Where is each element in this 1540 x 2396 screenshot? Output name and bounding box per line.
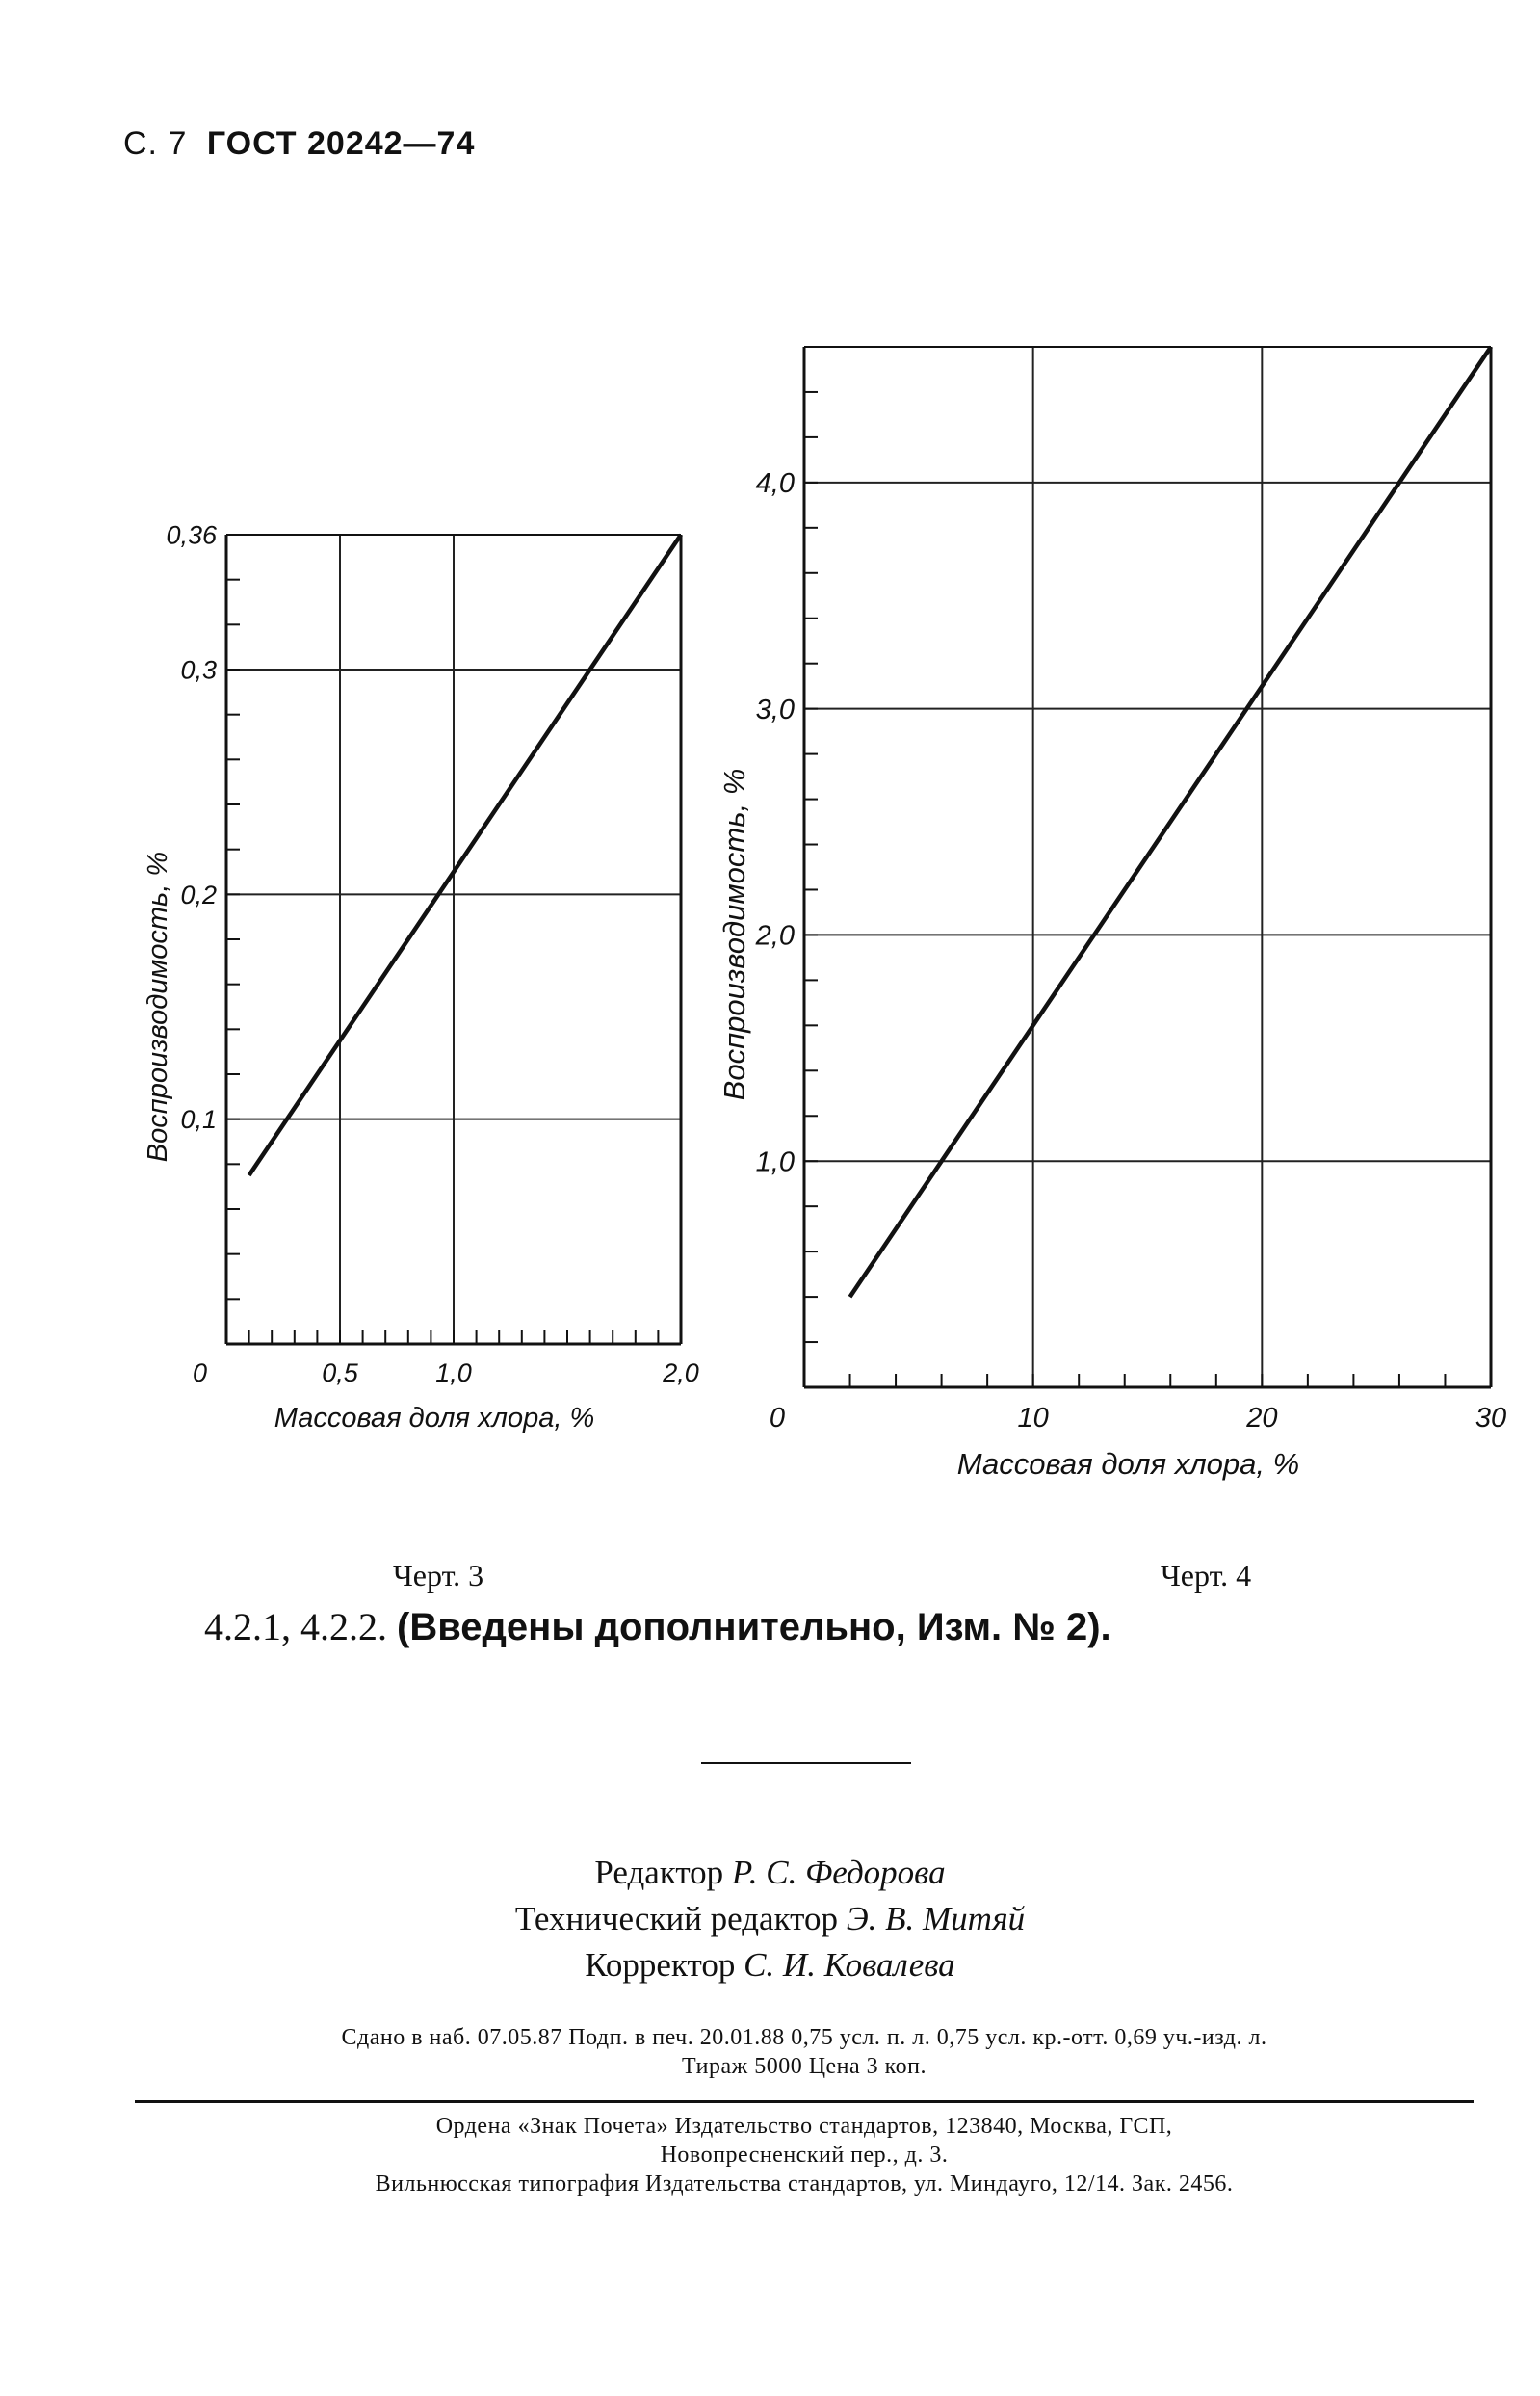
page-header [123, 125, 475, 163]
credit-corrector: Корректор С. И. Ковалева [585, 1946, 955, 1984]
credit-tech-editor: Технический редактор Э. В. Митяй [514, 1900, 1026, 1937]
imprint-line: Тираж 5000 Цена 3 коп. [682, 2054, 927, 2079]
x-axis-title: Массовая доля хлора, % [274, 1403, 595, 1434]
press-block [135, 2112, 1474, 2199]
x-tick-label: 30 [1475, 1403, 1507, 1434]
x-tick-label: 2,0 [663, 1358, 699, 1387]
y-tick-label: 3,0 [755, 694, 795, 725]
x-tick-label: 1,0 [435, 1358, 472, 1387]
x-tick-label: 20 [1246, 1403, 1278, 1434]
y-tick-label: 0,36 [166, 520, 217, 550]
y-tick-label: 0,1 [180, 1105, 217, 1135]
imprint-rule [135, 2100, 1474, 2103]
credits [0, 1850, 1540, 1988]
y-tick-label: 2,0 [755, 920, 795, 952]
y-tick-label: 4,0 [755, 468, 795, 500]
y-tick-label: 1,0 [755, 1146, 795, 1178]
x-axis-title: Массовая доля хлора, % [956, 1447, 1300, 1481]
y-tick-label: 0,3 [180, 655, 217, 685]
series-line [850, 347, 1491, 1297]
origin-label: 0 [192, 1358, 207, 1387]
page-number: С. 7 [123, 125, 188, 162]
chart-4 [713, 328, 1522, 1484]
amendment-clauses: 4.2.1, 4.2.2. [204, 1605, 387, 1648]
credit-editor: Редактор Р. С. Федорова [594, 1854, 946, 1891]
amendment-text: (Введены дополнительно, Изм. № 2). [397, 1606, 1111, 1648]
press-line: Ордена «Знак Почета» Издательство стандартов, 123840, Москва, ГСП, [435, 2114, 1173, 2139]
y-tick-label: 0,2 [180, 880, 217, 909]
separator-rule [701, 1762, 911, 1764]
x-tick-label: 0,5 [322, 1358, 358, 1387]
x-tick-label: 10 [1017, 1403, 1049, 1434]
series-line [249, 535, 681, 1175]
imprint-block [135, 2023, 1474, 2081]
imprint-line: Сдано в наб. 07.05.87 Подп. в печ. 20.01.88 0,75 усл. п. л. 0,75 усл. кр.-отт. 0,69 уч.-изд. л. [341, 2025, 1267, 2050]
y-axis-title: Воспроизводимость, % [143, 851, 173, 1163]
amendment-note [204, 1604, 1111, 1649]
press-line: Вильнюсская типография Издательства стандартов, ул. Миндауго, 12/14. Зак. 2456. [375, 2172, 1234, 2197]
y-axis-title: Воспроизводимость, % [718, 768, 751, 1101]
press-line: Новопресненский пер., д. 3. [660, 2143, 949, 2168]
chart-4-caption: Черт. 4 [1161, 1558, 1252, 1593]
document-code: ГОСТ 20242—74 [206, 125, 476, 162]
chart-3 [135, 501, 713, 1445]
origin-label: 0 [769, 1403, 785, 1434]
chart-3-caption: Черт. 3 [393, 1558, 484, 1593]
